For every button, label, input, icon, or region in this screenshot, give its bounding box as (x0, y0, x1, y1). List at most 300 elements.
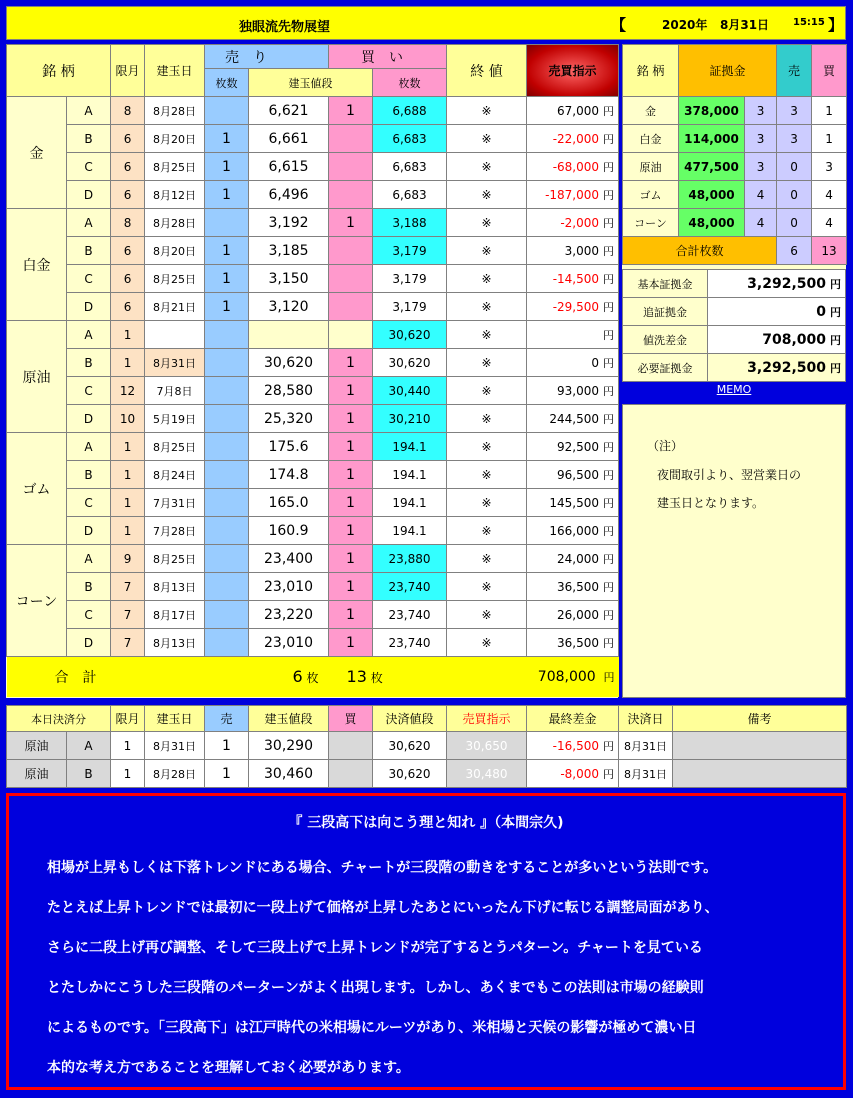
row-label: C (67, 601, 111, 629)
row-diff (527, 629, 619, 657)
table-row (7, 97, 619, 125)
row-diff-value: 36,500 (557, 579, 600, 594)
settled-name: 原油 (7, 760, 67, 788)
row-date: 7月31日 (145, 489, 205, 517)
col-kai: 買 い (329, 45, 447, 69)
settled-price: 30,460 (249, 760, 329, 788)
row-close: 30,210 (373, 405, 447, 433)
summary-table (622, 269, 846, 382)
row-label: C (67, 489, 111, 517)
row-sell: 1 (205, 181, 249, 209)
row-month: 1 (111, 349, 145, 377)
row-buy: 1 (329, 545, 373, 573)
row-diff-value: 92,500 (557, 439, 600, 454)
row-month: 6 (111, 237, 145, 265)
row-close: 194.1 (373, 489, 447, 517)
summary-row (623, 298, 846, 326)
summary-yen: 円 (830, 305, 841, 319)
row-price: 30,620 (249, 349, 329, 377)
summary-yen: 円 (830, 333, 841, 347)
settled-col-tategyoku-nedan: 建玉値段 (249, 706, 329, 732)
row-buy: 1 (329, 461, 373, 489)
row-diff-yen: 円 (603, 440, 615, 454)
row-diff (527, 125, 619, 153)
table-row (7, 209, 619, 237)
quote-line: さらに二段上げ再び調整、そして三段上げで上昇トレンドが完了するとうパターン。チャートを見ている (47, 940, 703, 956)
settled-settle: 30,620 (373, 760, 447, 788)
row-diff-yen: 円 (603, 636, 615, 650)
summary-value-number: 0 (816, 303, 826, 320)
row-diff-yen: 円 (603, 188, 615, 202)
row-diff (527, 433, 619, 461)
row-sell (205, 629, 249, 657)
row-buy: 1 (329, 433, 373, 461)
margin-name: 金 (623, 97, 679, 125)
row-date: 8月12日 (145, 181, 205, 209)
row-buy: 1 (329, 517, 373, 545)
row-month: 7 (111, 573, 145, 601)
quote-body (47, 848, 719, 1088)
row-date: 5月19日 (145, 405, 205, 433)
row-price: 3,185 (249, 237, 329, 265)
settled-date: 8月28日 (145, 760, 205, 788)
row-instruction: ※ (447, 153, 527, 181)
row-sell (205, 405, 249, 433)
row-diff-value: 145,500 (549, 495, 600, 510)
row-date: 7月28日 (145, 517, 205, 545)
settled-settle: 30,620 (373, 732, 447, 760)
margin-ratio: 4 (745, 209, 777, 237)
margin-sell: 0 (777, 209, 812, 237)
row-buy (329, 153, 373, 181)
margin-sell: 3 (777, 125, 812, 153)
row-instruction: ※ (447, 237, 527, 265)
row-price: 3,150 (249, 265, 329, 293)
group-name: 白金 (7, 209, 67, 321)
summary-value-number: 708,000 (762, 331, 826, 348)
row-diff-value: -29,500 (552, 299, 600, 314)
summary-value (708, 270, 846, 298)
table-row (7, 573, 619, 601)
total-buy-unit: 枚 (370, 671, 383, 686)
row-diff (527, 321, 619, 349)
settled-kessaibi: 8月31日 (619, 732, 673, 760)
row-instruction: ※ (447, 545, 527, 573)
table-row (7, 461, 619, 489)
col-owarine: 終 値 (447, 45, 527, 97)
settled-col-baibai: 売買指示 (447, 706, 527, 732)
settled-diff (527, 732, 619, 760)
settled-label: B (67, 760, 111, 788)
settled-diff-value: -8,000 (560, 766, 599, 781)
row-diff-yen: 円 (603, 244, 615, 258)
total-diff (447, 657, 619, 697)
row-diff (527, 293, 619, 321)
row-instruction: ※ (447, 405, 527, 433)
table-row (7, 265, 619, 293)
row-date (145, 321, 205, 349)
settled-col-uri: 売 (205, 706, 249, 732)
row-diff-yen: 円 (603, 496, 615, 510)
row-diff-yen: 円 (603, 552, 615, 566)
settled-price: 30,290 (249, 732, 329, 760)
margin-panel (622, 44, 846, 380)
row-label: D (67, 181, 111, 209)
row-diff-value: -2,000 (560, 215, 600, 230)
row-date: 8月25日 (145, 433, 205, 461)
table-row (7, 153, 619, 181)
row-buy: 1 (329, 209, 373, 237)
row-diff-yen: 円 (603, 356, 615, 370)
row-close: 6,683 (373, 125, 447, 153)
row-close: 194.1 (373, 517, 447, 545)
row-label: A (67, 209, 111, 237)
row-close: 30,620 (373, 349, 447, 377)
row-price: 165.0 (249, 489, 329, 517)
col-gengetsu: 限月 (111, 45, 145, 97)
row-price: 3,120 (249, 293, 329, 321)
row-sell (205, 433, 249, 461)
row-diff (527, 461, 619, 489)
col-baibai: 売買指示 (527, 45, 619, 97)
row-diff-yen: 円 (603, 300, 615, 314)
row-diff (527, 209, 619, 237)
table-row (7, 237, 619, 265)
row-diff (527, 181, 619, 209)
settled-diff-yen: 円 (603, 767, 614, 781)
row-diff-value: 96,500 (557, 467, 600, 482)
row-month: 6 (111, 293, 145, 321)
summary-row (623, 354, 846, 382)
row-diff-yen: 円 (603, 580, 615, 594)
row-instruction: ※ (447, 181, 527, 209)
settled-sell: 1 (205, 732, 249, 760)
row-date: 8月28日 (145, 97, 205, 125)
group-name: ゴム (7, 433, 67, 545)
row-month: 8 (111, 209, 145, 237)
total-sell-unit: 枚 (306, 671, 319, 686)
summary-value (708, 326, 846, 354)
col-maisu-sell: 枚数 (205, 69, 249, 97)
col-tategyokubi: 建玉日 (145, 45, 205, 97)
row-diff (527, 573, 619, 601)
row-buy: 1 (329, 349, 373, 377)
settled-col-tategyokubi: 建玉日 (145, 706, 205, 732)
row-month: 9 (111, 545, 145, 573)
settled-date: 8月31日 (145, 732, 205, 760)
quote-line: とたしかにこうした三段階のパーターンがよく出現します。しかし、あくまでもこの法則は市場の経験則 (47, 980, 704, 996)
settled-sell: 1 (205, 760, 249, 788)
margin-amount: 48,000 (679, 181, 745, 209)
row-buy (329, 265, 373, 293)
settled-col-kessai-nedan: 決済値段 (373, 706, 447, 732)
margin-name: ゴム (623, 181, 679, 209)
settled-panel (6, 705, 846, 787)
summary-row (623, 326, 846, 354)
row-buy (329, 181, 373, 209)
title-date: 8月31日 (720, 18, 770, 32)
table-row (7, 181, 619, 209)
row-price: 6,661 (249, 125, 329, 153)
table-row (7, 405, 619, 433)
settled-instruction: 30,650 (447, 732, 527, 760)
settled-buy (329, 760, 373, 788)
settled-note (673, 732, 847, 760)
margin-name: 原油 (623, 153, 679, 181)
row-instruction: ※ (447, 125, 527, 153)
row-diff-value: -14,500 (552, 271, 600, 286)
row-diff (527, 601, 619, 629)
settled-month: 1 (111, 732, 145, 760)
margin-buy: 4 (812, 209, 847, 237)
row-sell (205, 601, 249, 629)
row-month: 1 (111, 517, 145, 545)
summary-value-number: 3,292,500 (747, 359, 826, 376)
settled-name: 原油 (7, 732, 67, 760)
row-month: 6 (111, 181, 145, 209)
row-label: B (67, 461, 111, 489)
memo-panel (622, 404, 846, 698)
row-sell: 1 (205, 293, 249, 321)
row-label: B (67, 349, 111, 377)
settled-diff-yen: 円 (603, 739, 614, 753)
row-instruction: ※ (447, 629, 527, 657)
margin-name: コーン (623, 209, 679, 237)
quote-line: によるものです。「三段高下」は江戸時代の米相場にルーツがあり、米相場と天候の影響が極めて濃い日 (47, 1020, 697, 1036)
settled-table (6, 705, 847, 788)
row-sell (205, 489, 249, 517)
settled-col-kessaibi: 決済日 (619, 706, 673, 732)
title-year: 2020年 (662, 18, 708, 32)
row-diff-value: 67,000 (557, 103, 600, 118)
memo-note-title: （注） (647, 439, 684, 453)
quote-line: 相場が上昇もしくは下落トレンドにある場合、チャートが三段階の動きをすることが多いという法則です。 (47, 860, 718, 876)
margin-row (623, 153, 847, 181)
margin-row (623, 125, 847, 153)
positions-table (6, 44, 619, 697)
row-sell (205, 209, 249, 237)
row-instruction: ※ (447, 601, 527, 629)
row-month: 1 (111, 461, 145, 489)
row-close: 194.1 (373, 433, 447, 461)
settled-instruction: 30,480 (447, 760, 527, 788)
settled-diff (527, 760, 619, 788)
margin-total-label: 合計枚数 (623, 237, 777, 265)
margin-sell: 3 (777, 97, 812, 125)
row-date: 8月20日 (145, 237, 205, 265)
row-label: D (67, 405, 111, 433)
settled-buy (329, 732, 373, 760)
page-title: 独眼流先物展望 (239, 20, 331, 35)
row-label: C (67, 153, 111, 181)
row-instruction: ※ (447, 461, 527, 489)
positions-panel (6, 44, 618, 698)
row-instruction: ※ (447, 489, 527, 517)
row-diff-value: -68,000 (552, 159, 600, 174)
row-diff-yen: 円 (603, 412, 615, 426)
row-diff-value: -22,000 (552, 131, 600, 146)
row-label: C (67, 265, 111, 293)
row-month: 1 (111, 433, 145, 461)
col-maisu-buy: 枚数 (373, 69, 447, 97)
row-month: 7 (111, 601, 145, 629)
table-row (7, 629, 619, 657)
margin-ratio: 3 (745, 97, 777, 125)
row-close: 3,179 (373, 293, 447, 321)
row-instruction: ※ (447, 209, 527, 237)
row-buy (329, 321, 373, 349)
row-price: 23,220 (249, 601, 329, 629)
row-price: 25,320 (249, 405, 329, 433)
row-diff-yen: 円 (603, 384, 615, 398)
row-instruction: ※ (447, 573, 527, 601)
group-name: 金 (7, 97, 67, 209)
settled-row (7, 760, 847, 788)
margin-row (623, 181, 847, 209)
margin-ratio: 4 (745, 181, 777, 209)
margin-total-buy: 13 (812, 237, 847, 265)
row-label: A (67, 433, 111, 461)
total-buy (329, 657, 447, 697)
quote-title: 『 三段高下は向こう理と知れ 』（本間宗久) (288, 815, 564, 831)
row-month: 6 (111, 265, 145, 293)
row-price: 3,192 (249, 209, 329, 237)
row-sell: 1 (205, 265, 249, 293)
row-price: 23,010 (249, 629, 329, 657)
row-price (249, 321, 329, 349)
row-label: D (67, 293, 111, 321)
quote-line: 本的な考え方であることを理解しておく必要があります。 (47, 1060, 410, 1076)
row-date: 7月8日 (145, 377, 205, 405)
row-diff (527, 517, 619, 545)
row-label: B (67, 125, 111, 153)
col-tategyoku-nedan: 建玉値段 (249, 69, 373, 97)
total-sell-count: 6 (292, 667, 303, 687)
row-sell (205, 377, 249, 405)
row-label: D (67, 517, 111, 545)
row-sell: 1 (205, 237, 249, 265)
settled-month: 1 (111, 760, 145, 788)
total-label: 合 計 (7, 657, 145, 697)
row-instruction: ※ (447, 433, 527, 461)
table-row (7, 489, 619, 517)
row-diff (527, 545, 619, 573)
margin-buy: 1 (812, 125, 847, 153)
margin-row (623, 97, 847, 125)
settled-col-gengetsu: 限月 (111, 706, 145, 732)
row-date: 8月25日 (145, 265, 205, 293)
row-buy: 1 (329, 97, 373, 125)
row-close: 23,740 (373, 601, 447, 629)
row-label: A (67, 321, 111, 349)
row-diff-value: 26,000 (557, 607, 600, 622)
row-close: 6,683 (373, 153, 447, 181)
row-diff-yen: 円 (603, 328, 615, 342)
row-diff-value: 36,500 (557, 635, 600, 650)
row-diff (527, 377, 619, 405)
row-price: 6,496 (249, 181, 329, 209)
margin-amount: 477,500 (679, 153, 745, 181)
margin-amount: 114,000 (679, 125, 745, 153)
row-sell: 1 (205, 125, 249, 153)
row-date: 8月13日 (145, 629, 205, 657)
row-sell (205, 517, 249, 545)
row-close: 30,620 (373, 321, 447, 349)
row-buy: 1 (329, 573, 373, 601)
margin-col-uri: 売 (777, 45, 812, 97)
row-price: 23,400 (249, 545, 329, 573)
summary-label: 基本証拠金 (623, 270, 708, 298)
row-label: D (67, 629, 111, 657)
row-sell (205, 97, 249, 125)
settled-col-biko: 備考 (673, 706, 847, 732)
row-close: 30,440 (373, 377, 447, 405)
row-buy (329, 237, 373, 265)
settled-row (7, 732, 847, 760)
row-buy: 1 (329, 377, 373, 405)
summary-label: 必要証拠金 (623, 354, 708, 382)
row-diff-value: -187,000 (545, 187, 600, 202)
table-row (7, 433, 619, 461)
row-month: 6 (111, 125, 145, 153)
total-diff-value: 708,000 (537, 668, 596, 685)
memo-line2: 建玉日となります。 (657, 496, 765, 510)
row-instruction: ※ (447, 265, 527, 293)
table-row (7, 377, 619, 405)
margin-table (622, 44, 847, 265)
row-label: B (67, 573, 111, 601)
row-diff (527, 153, 619, 181)
row-diff-yen: 円 (603, 216, 615, 230)
row-instruction: ※ (447, 349, 527, 377)
table-row (7, 293, 619, 321)
row-price: 160.9 (249, 517, 329, 545)
margin-amount: 48,000 (679, 209, 745, 237)
col-meigara: 銘 柄 (7, 45, 111, 97)
memo-link-text[interactable]: MEMO (716, 383, 752, 396)
row-buy: 1 (329, 489, 373, 517)
row-date: 8月25日 (145, 153, 205, 181)
row-sell (205, 573, 249, 601)
row-buy (329, 293, 373, 321)
margin-row (623, 209, 847, 237)
table-row (7, 321, 619, 349)
row-diff (527, 405, 619, 433)
settled-note (673, 760, 847, 788)
summary-yen: 円 (830, 361, 841, 375)
row-instruction: ※ (447, 321, 527, 349)
row-close: 6,688 (373, 97, 447, 125)
row-diff (527, 97, 619, 125)
row-price: 175.6 (249, 433, 329, 461)
margin-amount: 378,000 (679, 97, 745, 125)
group-name: 原油 (7, 321, 67, 433)
settled-diff-value: -16,500 (552, 738, 599, 753)
row-buy (329, 125, 373, 153)
margin-name: 白金 (623, 125, 679, 153)
row-date: 8月24日 (145, 461, 205, 489)
row-price: 28,580 (249, 377, 329, 405)
memo-link[interactable] (622, 382, 846, 400)
row-label: C (67, 377, 111, 405)
margin-buy: 4 (812, 181, 847, 209)
row-label: B (67, 237, 111, 265)
title-bar (6, 6, 846, 40)
row-month: 12 (111, 377, 145, 405)
row-diff-value: 244,500 (549, 411, 600, 426)
row-close: 23,880 (373, 545, 447, 573)
row-diff-yen: 円 (603, 524, 615, 538)
